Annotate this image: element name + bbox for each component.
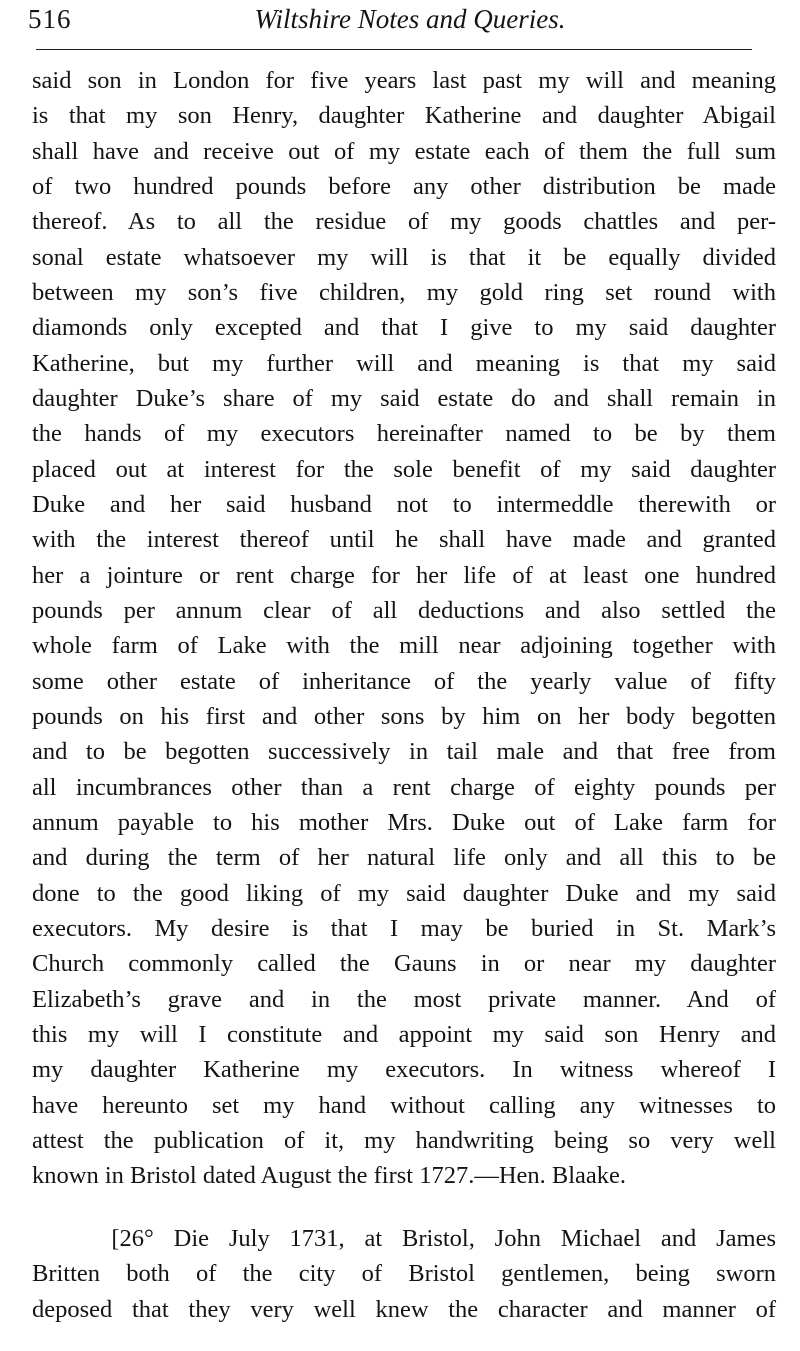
text-line: my daughter Katherine my executors. In witness whereof I — [32, 1056, 776, 1084]
text-line: sonal estate whatsoever my will is that it be equally divided — [32, 243, 776, 271]
text-line: attest the publication of it, my handwriting being so very well — [32, 1126, 776, 1154]
text-line: Britten both of the city of Bristol gentlemen, being sworn — [32, 1260, 776, 1288]
text-line: with the interest thereof until he shall have made and granted — [32, 526, 776, 554]
text-line: is that my son Henry, daughter Katherine and daughter Abigail — [32, 102, 776, 130]
text-line: placed out at interest for the sole benefit of my said daughter — [32, 455, 776, 483]
text-line: thereof. As to all the residue of my goods chattles and per- — [32, 208, 776, 236]
text-line: have hereunto set my hand without calling any witnesses to — [32, 1091, 776, 1119]
text-line: Church commonly called the Gauns in or near my daughter — [32, 950, 776, 978]
deposition-paragraph — [32, 1221, 776, 1327]
text-line: all incumbrances other than a rent charge of eighty pounds per — [32, 773, 776, 801]
text-line: Katherine, but my further will and meaning is that my said — [32, 349, 776, 377]
text-line: Duke and her said husband not to intermeddle therewith or — [32, 490, 776, 518]
text-line: between my son’s five children, my gold ring set round with — [32, 278, 776, 306]
text-line: of two hundred pounds before any other distribution be made — [32, 172, 776, 200]
text-line: whole farm of Lake with the mill near adjoining together with — [32, 632, 776, 660]
will-paragraph — [32, 63, 776, 1194]
header-rule — [36, 49, 752, 50]
text-line: Elizabeth’s grave and in the most private manner. And of — [32, 985, 776, 1013]
text-line: said son in London for five years last past my will and meaning — [32, 67, 776, 94]
text-line: and to be begotten successively in tail male and that free from — [32, 738, 776, 766]
text-line: known in Bristol dated August the first 1727.—Hen. Blaake. — [32, 1162, 627, 1190]
text-line: pounds per annum clear of all deductions and also settled the — [32, 596, 776, 624]
text-line: executors. My desire is that I may be buried in St. Mark’s — [32, 914, 776, 942]
text-line: this my will I constitute and appoint my said son Henry and — [32, 1020, 776, 1048]
text-line: daughter Duke’s share of my said estate do and shall remain in — [32, 384, 776, 412]
text-line: and during the term of her natural life only and all this to be — [32, 844, 776, 872]
text-line: done to the good liking of my said daughter Duke and my said — [32, 879, 776, 907]
page-number: 516 — [28, 4, 72, 34]
text-line: annum payable to his mother Mrs. Duke out of Lake farm for — [32, 808, 776, 836]
text-line: [26° Die July 1731, at Bristol, John Michael and James — [32, 1225, 776, 1252]
text-line: shall have and receive out of my estate each of them the full sum — [32, 137, 776, 165]
text-line: the hands of my executors hereinafter named to be by them — [32, 420, 776, 448]
text-line: pounds on his first and other sons by him on her body begotten — [32, 702, 776, 730]
text-line: deposed that they very well knew the character and manner of — [32, 1295, 776, 1323]
text-line: diamonds only excepted and that I give to my said daughter — [32, 314, 776, 342]
running-title: Wiltshire Notes and Queries. — [254, 4, 566, 34]
page-header — [20, 4, 760, 44]
text-line: some other estate of inheritance of the yearly value of fifty — [32, 667, 776, 695]
text-line: her a jointure or rent charge for her life of at least one hundred — [32, 561, 776, 589]
